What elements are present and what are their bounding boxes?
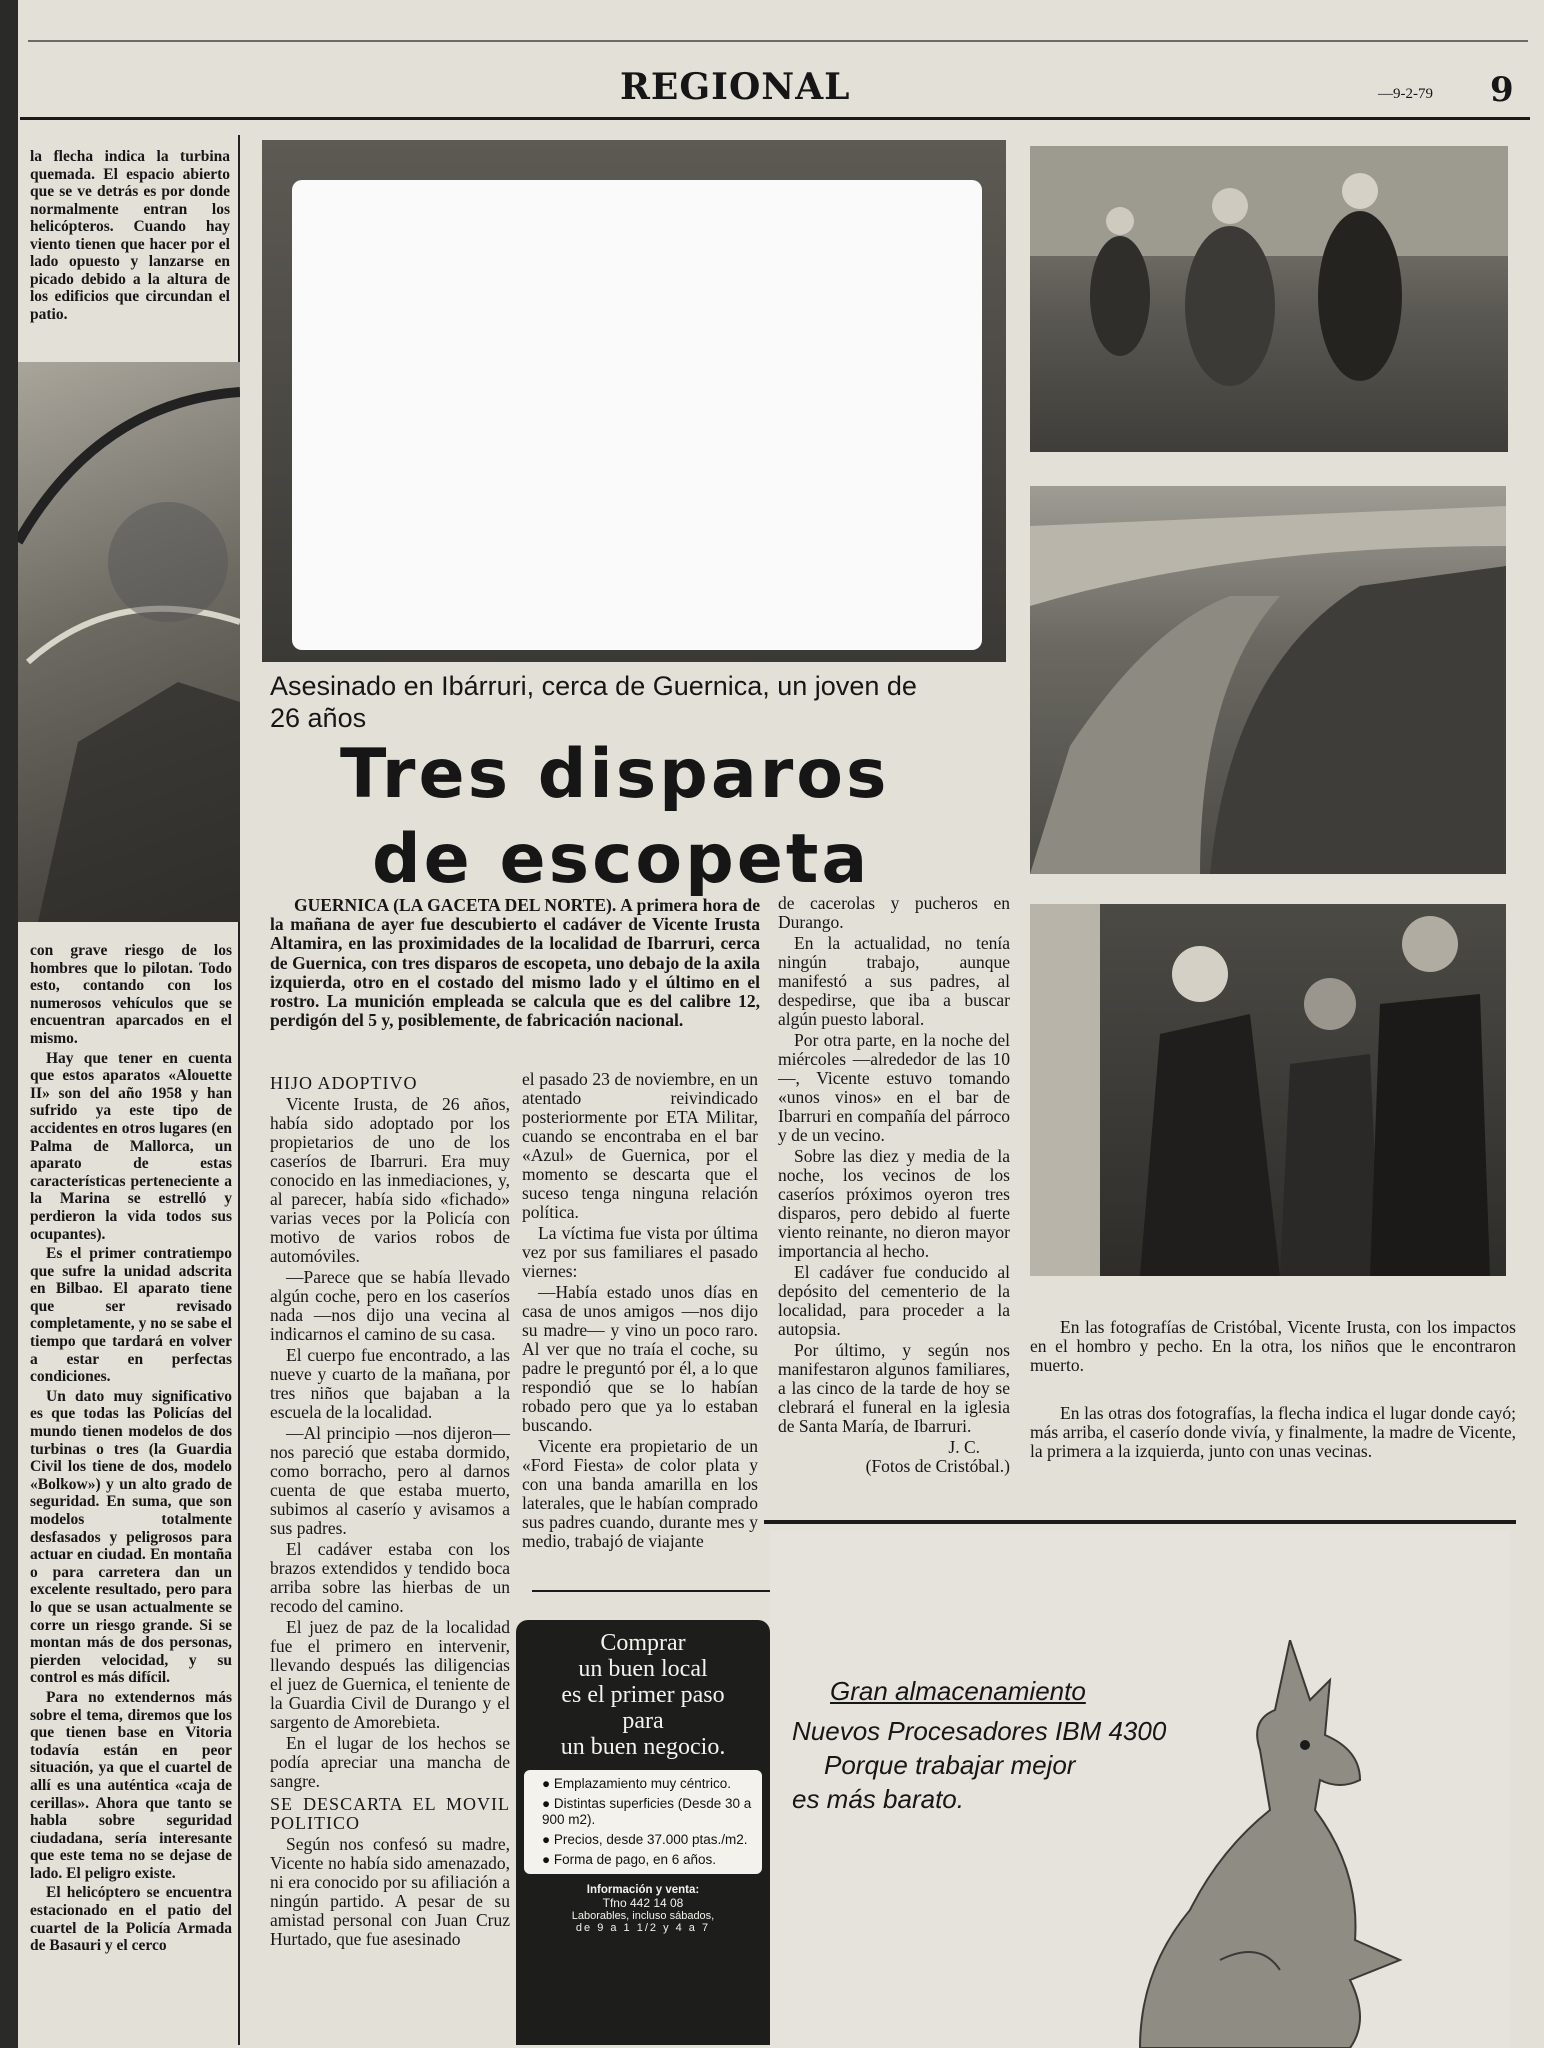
article-paragraph: de cacerolas y pucheros en Durango. xyxy=(778,893,1010,932)
article-paragraph: La víctima fue vista por última vez por sus familiares el pasado viernes: xyxy=(522,1223,758,1281)
article-column-2 xyxy=(522,1070,758,1553)
children-photo-svg xyxy=(1030,146,1508,452)
ibm-ad xyxy=(770,1530,1510,2048)
left-paragraph: Un dato muy significativo es que todas las Policías del mundo tienen modelos de dos turbinas o tres (la Guardia Civil los tiene de dos, modelo «Bolkow») y un alto grado de seguridad. En suma, que son modelos totalmente desfasados y peligrosos para actuar en ciudad. En montaña o para carretera dan un excelente resultado, pero para lo que se usan actualmente se corre un riesgo grande. Si se montan más de dos personas, pierden velocidad, y su control es más difícil. xyxy=(30,1387,232,1687)
photo-children xyxy=(1030,146,1508,452)
left-column-photo xyxy=(18,362,240,922)
article-paragraph: Vicente Irusta, de 26 años, había sido adoptado por los propietarios de uno de los caseríos de Ibarruri. Era muy conocido en las inmediaciones, y, al parecer, había sido «fichado» varias veces por la Policía con motivo de varios robos de automóviles. xyxy=(270,1094,510,1266)
photo-credit: (Fotos de Cristóbal.) xyxy=(865,1456,1010,1476)
ibm-ad-line-2: Nuevos Procesadores IBM 4300 xyxy=(792,1716,1167,1746)
article-paragraph: Por último, y según nos manifestaron algunos familiares, a las cinco de la tarde de hoy se clebrará el funeral en la iglesia de Santa María, de Ibarruri. xyxy=(778,1340,1010,1436)
photo-caption-2: En las otras dos fotografías, la flecha indica el lugar donde cayó; más arriba, el caserío donde vivía, y finalmente, la madre de Vicente, la primera a la izquierda, junto con unas vecinas. xyxy=(1030,1403,1516,1461)
ad-info: Información y venta: xyxy=(586,1884,700,1896)
ad-line-5: un buen negocio. xyxy=(560,1734,726,1760)
article-paragraph: Vicente era propietario de un «Ford Fiesta» de color plata y con una banda amarilla en los laterales, que le habían comprado sus padres cuando, durante mes y medio, trabajó de viajante xyxy=(522,1436,758,1551)
page-left-edge xyxy=(0,0,18,2048)
article-paragraph: Por otra parte, en la noche del miércoles —alrededor de las 10—, Vicente estuvo tomando «unos vinos» en el bar de Ibarruri en compañía del párroco y de un vecino. xyxy=(778,1030,1010,1145)
article-kicker: Asesinado en Ibárruri, cerca de Guernica, un joven de 26 años xyxy=(270,671,917,733)
mother-photo-svg xyxy=(1030,904,1506,1276)
ad-bullets-box xyxy=(524,1770,762,1874)
ibm-ad-rule xyxy=(764,1520,1516,1524)
article-column-1 xyxy=(270,1070,510,1951)
subhead-movil-politico: SE DESCARTA EL MOVIL POLITICO xyxy=(270,1794,510,1833)
photo-road xyxy=(1030,486,1506,874)
left-paragraph: Es el primer contratiempo que sufre la unidad adscrita en Bilbao. El aparato tiene que ser revisado completamente, y no se sabe el tiempo que tardará en volver a estar en perfectas condiciones. xyxy=(30,1245,232,1386)
ad-line-3: es el primer paso xyxy=(561,1682,725,1708)
ad-line-1: Comprar xyxy=(600,1630,686,1656)
page-number: 9 xyxy=(1490,70,1514,110)
left-paragraph: con grave riesgo de los hombres que lo pilotan. Todo esto, contando con los numerosos vehículos que se encuentran aparcados en el mismo. xyxy=(30,942,232,1047)
left-paragraph: Hay que tener en cuenta que estos aparatos «Alouette II» son del año 1958 y han sufrido ya este tipo de accidentes en otros lugares (en Palma de Mallorca, un aparato de estas características perteneciente a la Marina se estrelló y perdieron la vida todos sus ocupantes). xyxy=(30,1049,232,1243)
header-date: —9-2-79 xyxy=(1378,86,1433,102)
left-paragraph: Para no extendernos más sobre el tema, diremos que los que tienen base en Vitoria todavía están en peor situación, ya que el cuartel de allí es una auténtica «caja de cerillas». Ahora que tanto se habla sobre seguridad ciudadana, sería interesante que este tema no se dejase de lado. El peligro existe. xyxy=(30,1688,232,1882)
ibm-ad-line-4: es más barato. xyxy=(792,1784,964,1814)
article-paragraph: En el lugar de los hechos se podía apreciar una mancha de sangre. xyxy=(270,1733,510,1791)
left-paragraph: El helicóptero se encuentra estacionado en el patio del cuartel de la Policía Armada de Basauri y el cerco xyxy=(30,1884,232,1955)
ibm-ad-line-1: Gran almacenamiento xyxy=(830,1676,1086,1706)
article-column-3 xyxy=(778,894,1010,1476)
ad-line-2: un buen local xyxy=(578,1656,708,1682)
ibm-ad-line-3: Porque trabajar mejor xyxy=(824,1750,1076,1780)
kangaroo-illustration-icon xyxy=(1100,1640,1480,2048)
article-paragraph: —Había estado unos días en casa de unos amigos —nos dijo su madre— y vino un poco raro. Al ver que no traía el coche, su padre le preguntó por él, a lo que respondió que se lo habían robado pero que ya lo estaban buscando. xyxy=(522,1282,758,1435)
article-paragraph: El cuerpo fue encontrado, a las nueve y cuarto de la mañana, por tres niños que bajaban a la escuela de la localidad. xyxy=(270,1345,510,1422)
redacted-area xyxy=(292,180,982,650)
article-paragraph: Sobre las diez y media de la noche, los vecinos de los caseríos próximos oyeron tres disparos, pero debido al fuerte viento reinante, no dieron mayor importancia al hecho. xyxy=(778,1146,1010,1261)
headline-line-1: Tres disparos xyxy=(340,735,890,814)
header-rule xyxy=(20,117,1530,120)
article-paragraph: —Al principio —nos dijeron— nos pareció que estaba dormido, como borracho, pero al darnos cuenta de que estaba muerto, subimos al caserío y avisamos a sus padres. xyxy=(270,1423,510,1538)
article-paragraph: El cadáver fue conducido al depósito del cementerio de la localidad, para proceder a la autopsia. xyxy=(778,1262,1010,1339)
left-column-top xyxy=(30,148,230,325)
article-paragraph: El cadáver estaba con los brazos extendidos y tendido boca arriba sobre las hierbas de un recodo del camino. xyxy=(270,1539,510,1616)
subhead-hijo-adoptivo: HIJO ADOPTIVO xyxy=(270,1073,418,1093)
ad-bullet: ● Forma de pago, en 6 años. xyxy=(542,1852,717,1867)
ad-hours-2: de 9 a 1 1/2 y 4 a 7 xyxy=(575,1922,711,1934)
victim-photo xyxy=(262,140,1006,662)
article-lead: GUERNICA (LA GACETA DEL NORTE). A primera hora de la mañana de ayer fue descubierto el cadáver de Vicente Irusta Altamira, en las proximidades de la localidad de Ibarruri, cerca de Guernica, con tres disparos de escopeta, uno debajo de la axila izquierda, otro en el costado del mismo lado y el último en el rostro. La munición empleada se calcula que es del calibre 12, perdigón del 5 y, posiblemente, de fabricación nacional. xyxy=(270,895,760,1031)
photo-mother xyxy=(1030,904,1506,1276)
left-top-paragraph: la flecha indica la turbina quemada. El espacio abierto que se ve detrás es por donde normalmente entran los helicópteros. Cuando hay viento tienen que hacer por el lado opuesto y lanzarse en picado debido a la altura de los edificios que circundan el patio. xyxy=(30,148,230,323)
article-paragraph: En la actualidad, no tenía ningún trabajo, aunque manifestó a sus padres, al despedirse, que iba a buscar algún puesto laboral. xyxy=(778,933,1010,1029)
helicopter-photo-svg xyxy=(18,362,240,922)
ad-phone: Tfno 442 14 08 xyxy=(602,1896,684,1910)
article-paragraph: —Parece que se había llevado algún coche, pero en los caseríos nada —nos dijo una vecina al indicarnos el camino de su casa. xyxy=(270,1267,510,1344)
ad-hours-1: Laborables, incluso sábados, xyxy=(571,1910,715,1922)
road-photo-svg xyxy=(1030,486,1506,874)
ad-bullet: ● Distintas superficies (Desde 30 a 900 m2). xyxy=(542,1796,752,1827)
ad-line-4: para xyxy=(622,1708,664,1734)
local-sale-ad xyxy=(516,1620,770,2045)
section-title: REGIONAL xyxy=(620,66,851,108)
article-paragraph: Según nos confesó su madre, Vicente no había sido amenazado, ni era conocido por su afiliación a ningún partido. A pesar de su amistad personal con Juan Cruz Hurtado, que fue asesinado xyxy=(270,1834,510,1949)
ad-bullet: ● Emplazamiento muy céntrico. xyxy=(542,1776,731,1791)
headline-line-2: de escopeta xyxy=(372,820,871,899)
article-paragraph: El juez de paz de la localidad fue el primero en intervenir, llevando después las diligencias el juez de Guernica, el teniente de la Guardia Civil de Durango y el sargento de Amorebieta. xyxy=(270,1617,510,1732)
article-paragraph: el pasado 23 de noviembre, en un atentado reivindicado posteriormente por ETA Militar, cuando se encontraba en el bar «Azul» de Guernica, por el momento se descarta que el suceso tenga ninguna relación política. xyxy=(522,1069,758,1222)
header-rule-top xyxy=(28,40,1528,42)
ad-bullet: ● Precios, desde 37.000 ptas./m2. xyxy=(542,1832,748,1847)
photo-caption-1: En las fotografías de Cristóbal, Vicente Irusta, con los impactos en el hombro y pecho. En la otra, los niños que le encontraron muerto. xyxy=(1030,1317,1516,1375)
article-signature: J. C. xyxy=(948,1437,980,1457)
left-column-body xyxy=(30,942,232,1957)
